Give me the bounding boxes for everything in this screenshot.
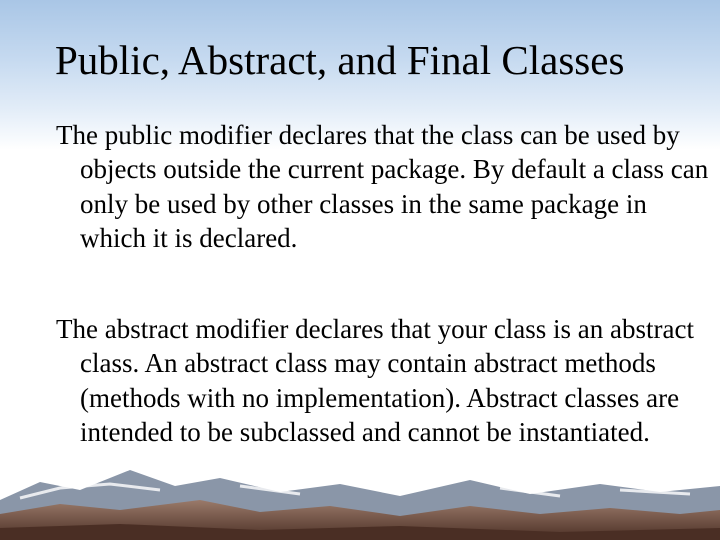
slide-title: Public, Abstract, and Final Classes: [55, 37, 625, 83]
mountain-landscape-illustration: [0, 440, 720, 540]
paragraph-abstract-modifier: The abstract modifier declares that your class is an abstract class. An abstract class may contain abstract methods (methods with no implementation). Abstract classes are intended to be subclassed and cannot be instantiated.: [56, 314, 694, 447]
paragraph-public-modifier: The public modifier declares that the class can be used by objects outside the current package. By default a class can only be used by other classes in the same package in which it is declared.: [56, 120, 709, 253]
